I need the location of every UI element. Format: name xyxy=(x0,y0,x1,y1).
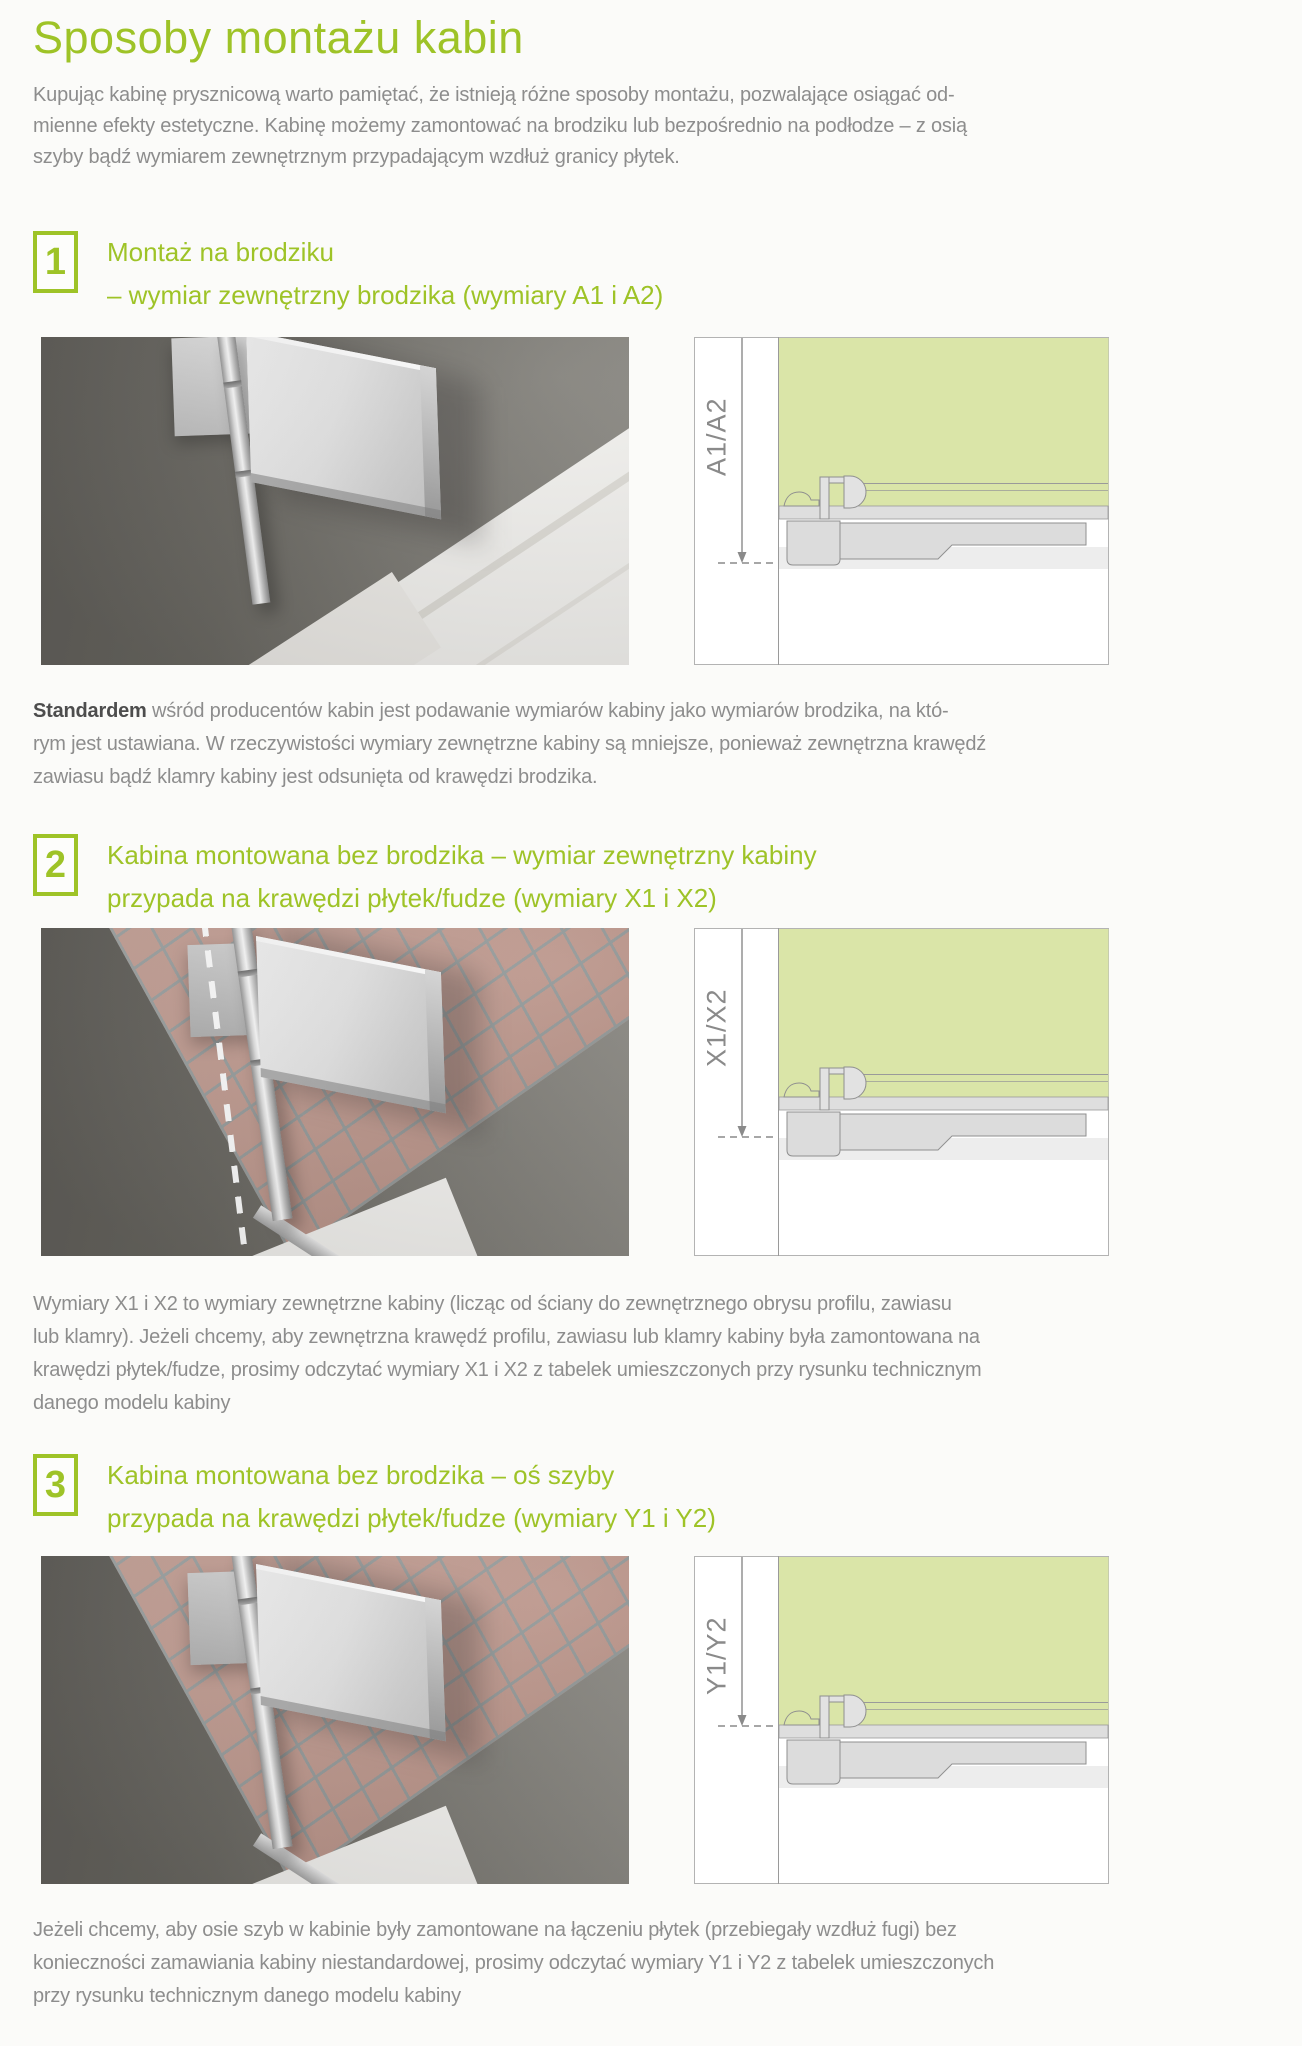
heading-line: przypada na krawędzi płytek/fudze (wymiary Y1 i Y2) xyxy=(107,1503,716,1533)
note-line: Jeżeli chcemy, aby osie szyb w kabinie były zamontowane na łączeniu płytek (przebiegały wzdłuż fugi) bez xyxy=(33,1919,957,1941)
note-line xyxy=(33,695,1269,728)
cross-section-drawing xyxy=(694,1556,1109,1884)
cross-section-drawing xyxy=(694,337,1109,665)
section-number-badge: 3 xyxy=(33,1454,78,1516)
note-line: krawędzi płytek/fudze, prosimy odczytać wymiary X1 i X2 z tabelek umieszczonych przy rysunku technicznym xyxy=(33,1359,982,1381)
note-line: zawiasu bądź klamry kabiny jest odsunięta od krawędzi brodzika. xyxy=(33,766,598,788)
heading-line: Kabina montowana bez brodzika – wymiar zewnętrzny kabiny xyxy=(107,840,817,870)
section-2-header xyxy=(33,834,1269,920)
hinge-knuckle xyxy=(223,380,242,388)
tiled-floor-hinge-photo-with-axis xyxy=(41,928,629,1256)
section-3-header xyxy=(33,1454,1269,1540)
section-1-note xyxy=(33,695,1269,794)
section-number-badge: 1 xyxy=(33,231,78,293)
dimension-diagram-y xyxy=(694,1556,1109,1884)
note-line: danego modelu kabiny xyxy=(33,1392,231,1414)
dimension-label: A1/A2 xyxy=(701,397,732,477)
note-text: wśród producentów kabin jest podawanie wymiarów kabiny jako wymiarów brodzika, na któ- xyxy=(146,700,949,722)
intro-line: szyby bądź wymiarem zewnętrznym przypadającym wzdłuż granicy płytek. xyxy=(33,146,680,168)
note-line: Wymiary X1 i X2 to wymiary zewnętrzne kabiny (licząc od ściany do zewnętrznego obrysu profilu, zawiasu xyxy=(33,1293,952,1315)
section-2-note xyxy=(33,1288,1269,1420)
heading-line: Kabina montowana bez brodzika – oś szyby xyxy=(107,1460,615,1490)
note-line: lub klamry). Jeżeli chcemy, aby zewnętrzna krawędź profilu, zawiasu lub klamry kabiny była zamontowana na xyxy=(33,1326,980,1348)
heading-line: – wymiar zewnętrzny brodzika (wymiary A1 i A2) xyxy=(107,280,664,310)
intro-line: mienne efekty estetyczne. Kabinę możemy zamontować na brodziku lub bezpośrednio na podłodze – z osią xyxy=(33,115,967,137)
tray-front-face xyxy=(157,572,441,665)
dimension-diagram-a xyxy=(694,337,1109,665)
section-3-figures xyxy=(33,1556,1269,1884)
section-2-figures xyxy=(33,928,1269,1256)
section-1-heading xyxy=(107,231,663,317)
section-1-figures xyxy=(33,337,1269,665)
shower-tray-hinge-photo xyxy=(41,337,629,665)
section-3-heading xyxy=(107,1454,716,1540)
note-line: rym jest ustawiana. W rzeczywistości wymiary zewnętrzne kabiny są mniejsze, ponieważ zewnętrzna krawędź xyxy=(33,733,987,755)
intro-line: Kupując kabinę prysznicową warto pamiętać, że istnieją różne sposoby montażu, pozwalające osiągać od- xyxy=(33,84,955,106)
dimension-label: X1/X2 xyxy=(701,988,732,1068)
bracket-edge xyxy=(246,337,436,373)
note-bold-lead: Standardem xyxy=(33,700,147,722)
note-line: przy rysunku technicznym danego modelu kabiny xyxy=(33,1985,461,2007)
note-line: konieczności zamawiania kabiny niestandardowej, prosimy odczytać wymiary Y1 i Y2 z tabelek umieszczonych xyxy=(33,1952,995,1974)
heading-line: przypada na krawędzi płytek/fudze (wymiary X1 i X2) xyxy=(107,883,717,913)
hinge-knuckle xyxy=(238,1597,259,1606)
section-2-heading xyxy=(107,834,817,920)
section-3-note xyxy=(33,1914,1269,2013)
page-title: Sposoby montażu kabin xyxy=(33,12,524,63)
section-number-badge: 2 xyxy=(33,834,78,896)
dimension-diagram-x xyxy=(694,928,1109,1256)
heading-line: Montaż na brodziku xyxy=(107,237,334,267)
section-1-header xyxy=(33,231,1269,317)
intro-paragraph xyxy=(33,80,1269,173)
dimension-label: Y1/Y2 xyxy=(701,1616,732,1696)
cross-section-drawing xyxy=(694,928,1109,1256)
tiled-floor-hinge-photo xyxy=(41,1556,629,1884)
hinge-knuckle xyxy=(238,969,259,978)
